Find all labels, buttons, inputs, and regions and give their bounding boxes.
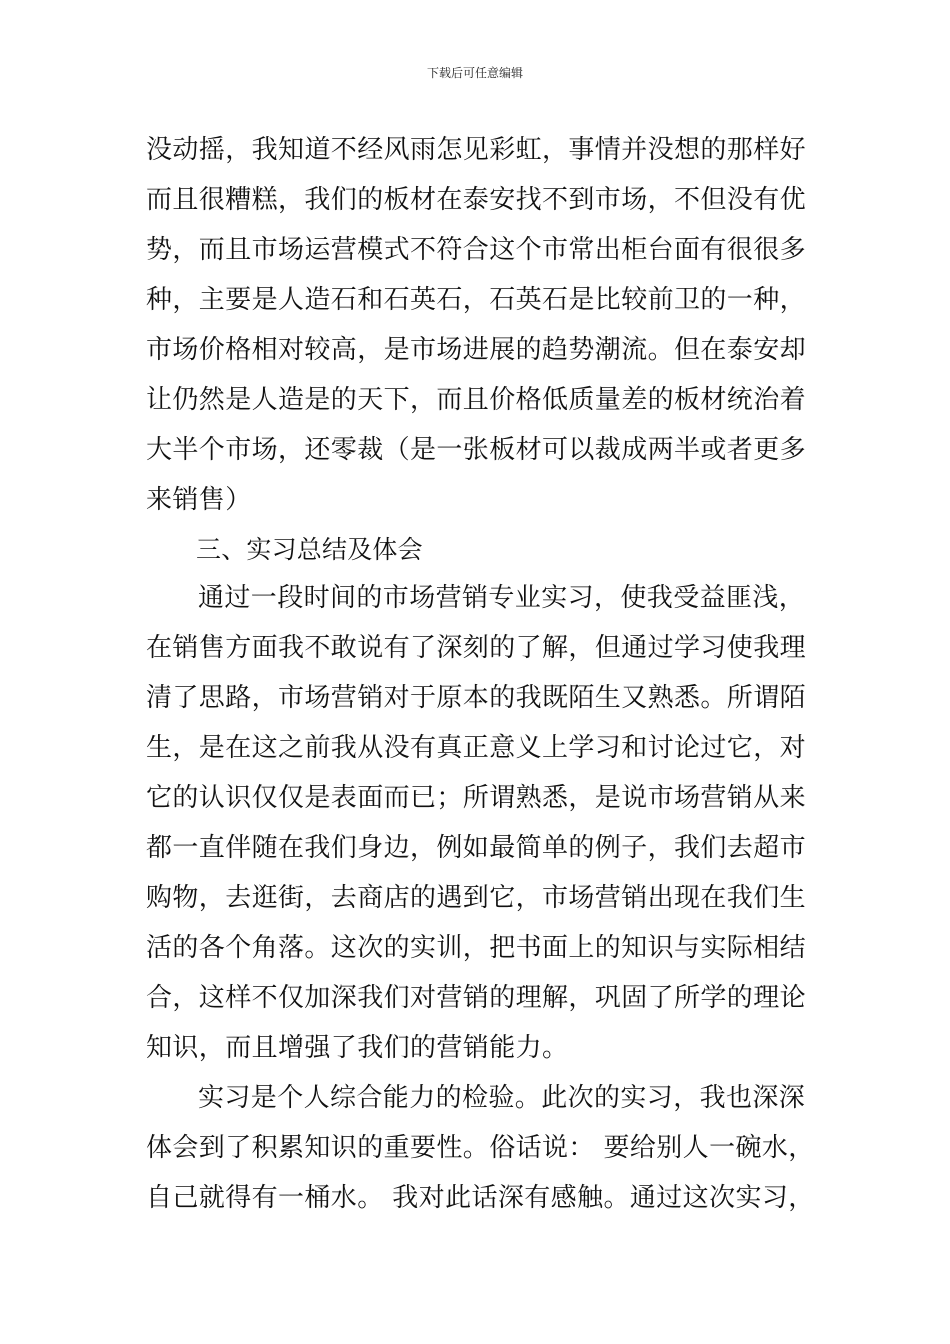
body-line: 市场价格相对较高，是市场进展的趋势潮流。但在泰安却 [146, 335, 807, 365]
body-line: 来销售） [146, 485, 252, 515]
body-line: 清了思路，市场营销对于原本的我既陌生又熟悉。所谓陌 [146, 683, 807, 713]
body-line: 让仍然是人造是的天下，而且价格低质量差的板材统治着 [146, 385, 807, 415]
body-line: 都一直伴随在我们身边，例如最简单的例子，我们去超市 [146, 833, 807, 863]
body-line: 而且很糟糕，我们的板材在泰安找不到市场，不但没有优 [146, 185, 807, 215]
section-heading: 三、实习总结及体会 [196, 535, 423, 564]
body-line: 合，这样不仅加深我们对营销的理解，巩固了所学的理论 [146, 983, 807, 1013]
body-line: 活的各个角落。这次的实训，把书面上的知识与实际相结 [146, 933, 807, 963]
body-line: 体会到了积累知识的重要性。俗话说： 要给别人一碗水， [146, 1133, 815, 1163]
body-line: 大半个市场，还零裁（是一张板材可以裁成两半或者更多 [146, 435, 807, 465]
body-line: 知识，而且增强了我们的营销能力。 [146, 1033, 569, 1063]
body-line: 自己就得有一桶水。 我对此话深有感触。通过这次实习， [146, 1183, 815, 1213]
body-line: 它的认识仅仅是表面而已；所谓熟悉，是说市场营销从来 [146, 783, 807, 813]
paragraph-first-line: 实习是个人综合能力的检验。此次的实习，我也深深 [198, 1083, 806, 1113]
body-line: 在销售方面我不敢说有了深刻的了解，但通过学习使我理 [146, 633, 807, 663]
body-line: 购物，去逛街，去商店的遇到它，市场营销出现在我们生 [146, 883, 807, 913]
body-line: 生，是在这之前我从没有真正意义上学习和讨论过它，对 [146, 733, 807, 763]
body-line: 没动摇，我知道不经风雨怎见彩虹，事情并没想的那样好 [146, 135, 807, 165]
body-line: 势，而且市场运营模式不符合这个市常出柜台面有很很多 [146, 235, 807, 265]
paragraph-first-line: 通过一段时间的市场营销专业实习，使我受益匪浅， [198, 583, 806, 613]
body-line: 种，主要是人造石和石英石，石英石是比较前卫的一种， [146, 285, 807, 315]
page-header: 下载后可任意编辑 [426, 66, 523, 80]
